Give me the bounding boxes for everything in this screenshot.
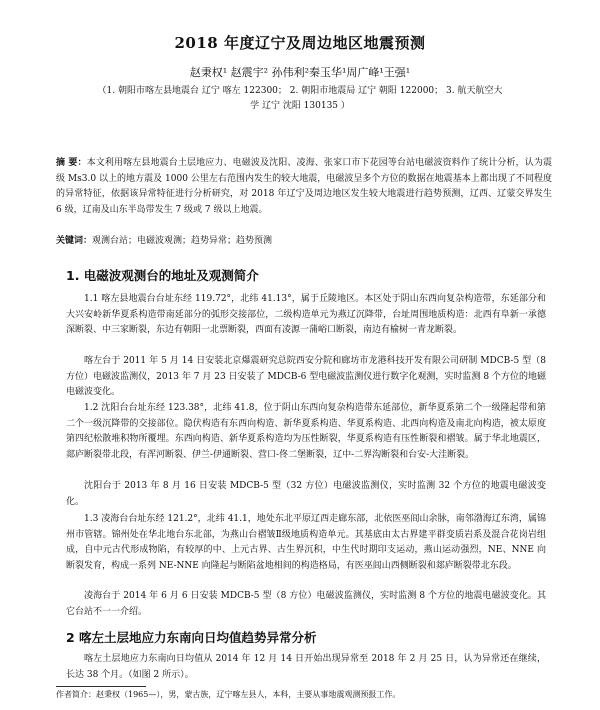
affiliations xyxy=(40,84,560,114)
author-footnote: 作者简介：赵秉权（1965—），男，蒙古族，辽宁喀左县人，本科，主要从事地震观测预报工作。 xyxy=(56,690,401,699)
keywords-text: 观测台站；电磁波观测；趋势异常；趋势预测 xyxy=(92,236,273,246)
section-2-heading: 2 喀左土层地应力东南向日均值趋势异常分析 xyxy=(66,630,317,645)
section-1-paragraph-3: 1.2 沈阳台台址东经 123.38°，北纬 41.8，位于阴山东西向复杂构造带东延部位，新华夏系第二个一级隆起带和第二个一级沉降带的交接部位。隐伏构造有东西向构造、新华夏系构造、华夏系构造、北西向构造及南北向构造，被太原度第四纪松散堆积物所覆埋。东西向构造、新华夏系构造均为压性断裂，华夏系构造有压性断裂和褶皱。属于华北地震区，郯庐断裂带北段，有浑河断裂、伊兰-伊通断裂、营口-佟二堡断裂，辽中-二界沟断裂和台安-大洼断裂。 xyxy=(66,403,546,460)
abstract-text: 本文利用喀左县地震台土层地应力、电磁波及沈阳、凌海、张家口市下花园等台站电磁波资料作了统计分析，认为震级 Ms3.0 以上的地方震及 1000 公里左右范围内发生的较大地震，电磁波呈多个方位的数据在地震基本上都出现了不同程度的异常特征，依据该异常特征进行分析研究，对 2018 年辽宁及周边地区发生较大地震进行趋势预测，辽西、辽蒙交界发生 6 级，辽南及山东半岛带发生 7 级或 7 级以上地震。 xyxy=(56,158,552,215)
section-1-paragraph-2: 喀左台于 2011 年 5 月 14 日安装北京爆震研究总院西安分院和廊坊市龙港科技开发有限公司研制 MDCB-5 型（8 方位）电磁波监测仪，2013 年 7 月 23 日安装了 MDCB-6 型电磁波监测仪进行数字化观测，实时监测 8 个方位的地磁电磁波变化。 xyxy=(66,356,546,397)
section-1-heading: 1. 电磁波观测台的地址及观测简介 xyxy=(66,268,259,283)
paper-title: 2018 年度辽宁及周边地区地震预测 xyxy=(174,34,426,52)
affiliation-line-2: 学 辽宁 沈阳 130135 ） xyxy=(250,101,350,111)
section-1-paragraph-1: 1.1 喀左县地震台台址东经 119.72°，北纬 41.13°，属于丘陵地区。本区处于阴山东西向复杂构造带，东延部分和大兴安岭新华夏系构造带南延部分的弧形交接部位，二级构造单元为燕辽沉降带，台址周围地质构造：北西有阜新一承德深断裂、中三家断裂，东边有朝阳一北票断裂，西面有凌源一蒲峪口断裂，南边有榆树一青龙断裂。 xyxy=(66,294,546,335)
section-1-paragraph-4: 沈阳台于 2013 年 8 月 16 日安装 MDCB-5 型（32 方位）电磁波监测仪，实时监测 32 个方位的地震电磁波变化。 xyxy=(66,481,546,507)
affiliation-line-1: （1. 朝阳市喀左县地震台 辽宁 喀左 122300； 2. 朝阳市地震局 辽宁 朝阳 122000； 3. 航天航空大 xyxy=(97,86,503,96)
abstract xyxy=(56,156,552,218)
abstract-label: 摘 要： xyxy=(56,158,87,168)
section-1-paragraph-5: 1.3 凌海台台址东经 121.2°，北纬 41.1，地处东北平原辽西走廊东部，北依医巫闾山余脉，南邻渤海辽东湾，属锦州市管辖。锦州处在华北地台东北部，为燕山台褶皱Ⅱ级地质构造单元。其基底由太古界建平群变质岩系及混合花岗岩组成，自中元古代形成物陷，有较厚的中、上元古界、古生界沉积，中生代时期印支运动，燕山运动强烈，NE、NNE 向断裂发育，构成一系列 NE-NNE 向隆起与断陷盆地相间的构造格局，有医巫闾山西侧断裂和郯庐断裂带北东段。 xyxy=(66,514,546,571)
section-2-paragraph-1: 喀左土层地应力东南向日均值从 2014 年 12 月 14 日开始出现异常至 2018 年 2 月 25 日，认为异常还在继续，长达 38 个月。（如图 2 所示）。 xyxy=(66,654,546,680)
keywords xyxy=(56,233,552,246)
keywords-label: 关键词： xyxy=(56,236,93,246)
section-1-paragraph-6: 凌海台于 2014 年 6 月 6 日安装 MDCB-5 型（8 方位）电磁波监测仪，实时监测 8 个方位的地震电磁波变化。其它台站不一一介绍。 xyxy=(66,591,546,617)
footnote-rule xyxy=(56,686,146,687)
author-list: 赵秉权¹ 赵震宇² 孙伟利²秦玉华¹周广峰¹王强¹ xyxy=(189,66,411,79)
